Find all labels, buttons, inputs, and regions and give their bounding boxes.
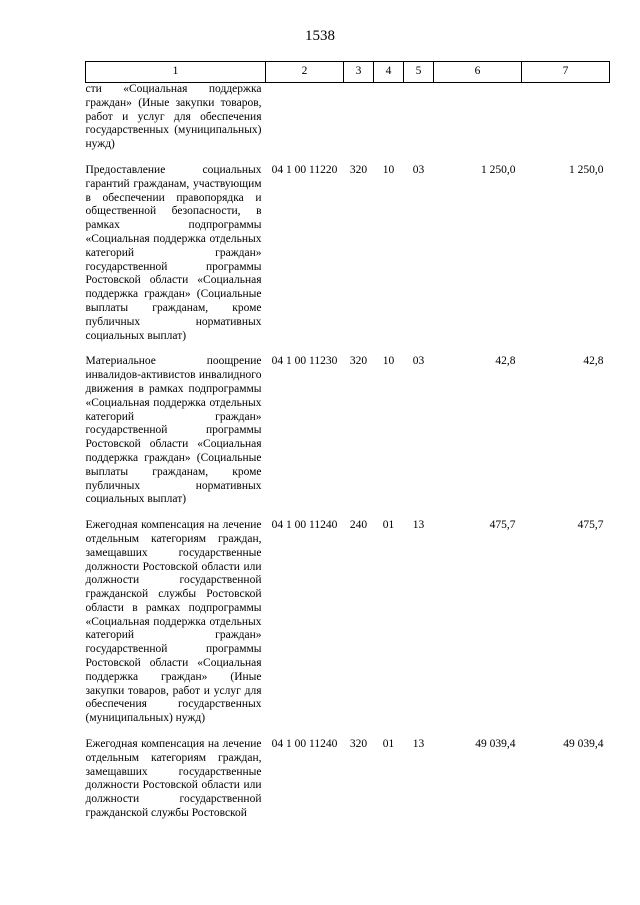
page-number: 1538 (305, 28, 335, 44)
row-col4 (374, 83, 404, 164)
budget-table (85, 61, 610, 833)
row-description: Ежегодная компенсация на лечение отдельным категориям граждан, замещавших государственные должности Ростовской области или должности государственной гражданской службы Ростовской (85, 738, 262, 820)
row-code: 04 1 00 11240 (271, 519, 338, 532)
header-col-7: 7 (522, 62, 610, 83)
row-col5: 03 (412, 355, 425, 368)
row-col6: 49 039,4 (475, 738, 516, 751)
row-col7 (522, 83, 610, 164)
row-col7: 1 250,0 (569, 163, 604, 176)
row-col4: 10 (382, 355, 395, 368)
row-col3: 320 (349, 163, 368, 176)
row-col4: 10 (382, 163, 395, 176)
row-col7: 475,7 (577, 519, 604, 532)
row-description: Предоставление социальных гарантий гражданам, участвующим в обеспечении правопорядка и общественной безопасности, в рамках подпрограммы «Социальная поддержка отдельных категорий граждан» государственной программы Ростовской области «Социальная поддержка граждан» (Социальные выплаты гражданам, кроме публичных нормативных социальных выплат) (85, 163, 262, 342)
row-description: сти «Социальная поддержка граждан» (Иные закупки товаров, работ и услуг для обеспечения государственных (муниципальных) нужд) (85, 83, 262, 151)
row-col5: 03 (412, 163, 425, 176)
row-col3 (344, 83, 374, 164)
table-row (86, 83, 610, 164)
row-col7: 49 039,4 (563, 738, 604, 751)
row-col4: 01 (382, 519, 395, 532)
table-row (86, 164, 610, 355)
row-col6: 42,8 (495, 355, 516, 368)
header-col-6: 6 (434, 62, 522, 83)
row-code: 04 1 00 11240 (271, 738, 338, 751)
header-col-4: 4 (374, 62, 404, 83)
row-col3: 240 (349, 519, 368, 532)
row-description: Материальное поощрение инвалидов-активистов инвалидного движения в рамках подпрограммы «Социальная поддержка отдельных категорий граждан» государственной программы Ростовской области «Социальная поддержка граждан» (Социальные выплаты гражданам, кроме публичных нормативных социальных выплат) (85, 355, 262, 506)
row-col3: 320 (349, 355, 368, 368)
row-col5: 13 (412, 738, 425, 751)
table-row (86, 519, 610, 738)
header-col-3: 3 (344, 62, 374, 83)
row-col3: 320 (349, 738, 368, 751)
row-description: Ежегодная компенсация на лечение отдельным категориям граждан, замещавших государственные должности Ростовской области или должности государственной гражданской службы Ростовской области в рамках подпрограммы «Социальная поддержка отдельных категорий граждан» государственной программы Ростовской области «Социальная поддержка граждан» (Иные закупки товаров, работ и услуг для обеспечения государственных (муниципальных) нужд) (85, 519, 262, 725)
row-code: 04 1 00 11230 (271, 355, 338, 368)
header-col-2: 2 (266, 62, 344, 83)
header-col-1: 1 (86, 62, 266, 83)
row-col6: 475,7 (489, 519, 516, 532)
header-row (86, 62, 610, 83)
row-col5 (404, 83, 434, 164)
row-col4: 01 (382, 738, 395, 751)
row-col5: 13 (412, 519, 425, 532)
row-code: 04 1 00 11220 (271, 163, 338, 176)
row-col7: 42,8 (583, 355, 604, 368)
header-col-5: 5 (404, 62, 434, 83)
row-col6: 1 250,0 (481, 163, 516, 176)
table-row (86, 355, 610, 519)
row-col6 (434, 83, 522, 164)
row-code (266, 83, 344, 164)
table-row (86, 738, 610, 833)
